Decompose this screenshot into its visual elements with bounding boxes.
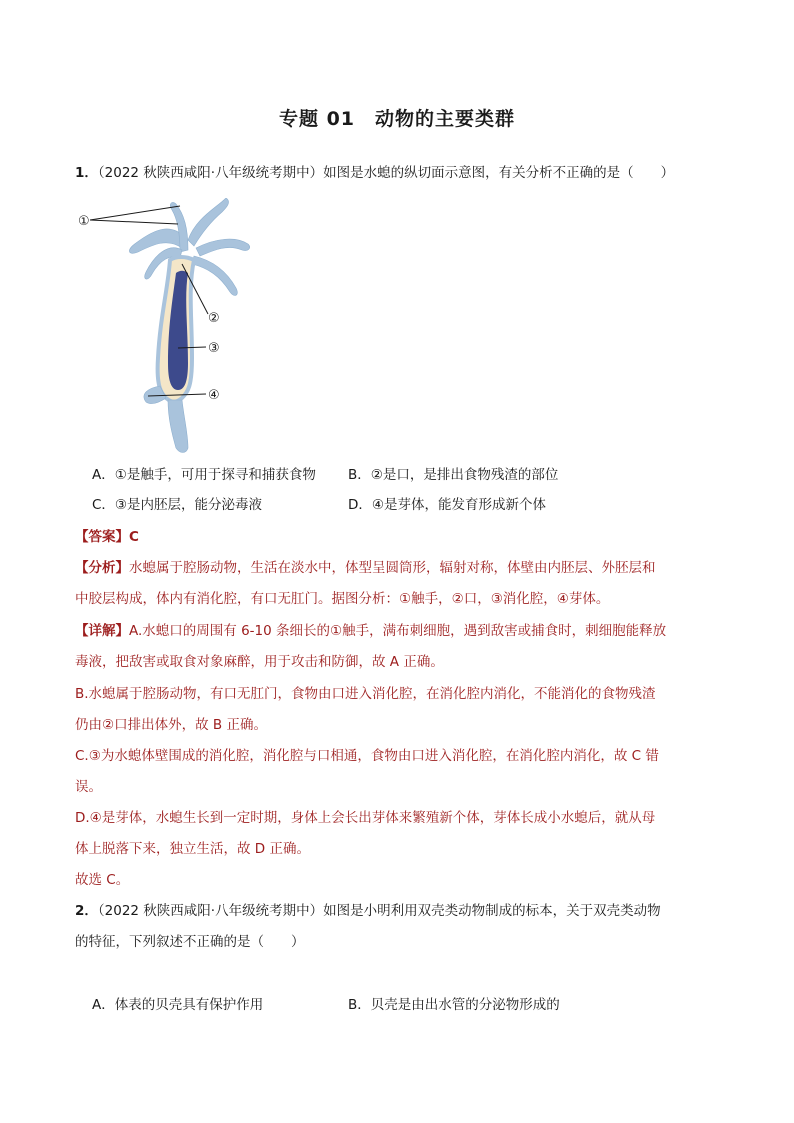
answer-value: C <box>129 529 139 545</box>
topic-number: 专题 01 <box>278 108 356 130</box>
q2-stem-line-1: 2．（2022 秋陕西咸阳·八年级统考期中）如图是小明利用双壳类动物制成的标本，关于双壳类动物 <box>75 903 661 919</box>
label-2: ② <box>208 311 220 326</box>
q1-option-a[interactable]: A．①是触手，可用于探寻和捕获食物 <box>92 467 316 483</box>
q1-option-d[interactable]: D．④是芽体，能发育形成新个体 <box>348 497 546 513</box>
page-title <box>0 104 794 131</box>
q1-analysis-line-1: 【分析】水螅属于腔肠动物，生活在淡水中，体型呈圆筒形，辐射对称，体壁由内胚层、外胚层和 <box>75 560 656 576</box>
q1-stem-text: （2022 秋陕西咸阳·八年级统考期中）如图是水螅的纵切面示意图，有关分析不正确的是（ ） <box>97 165 675 181</box>
q1-stem <box>75 163 674 183</box>
q1-number: 1． <box>75 165 98 181</box>
q1-option-c[interactable]: C．③是内胚层，能分泌毒液 <box>92 497 263 513</box>
q1-analysis-line-2: 中胶层构成，体内有消化腔，有口无肛门。据图分析：①触手，②口，③消化腔，④芽体。 <box>75 591 610 607</box>
analysis-tag: 【分析】 <box>75 560 129 576</box>
q1-detail-line-5: C.③为水螅体壁围成的消化腔，消化腔与口相通，食物由口进入消化腔，在消化腔内消化，故 C 错 <box>75 748 659 764</box>
q2-option-a[interactable]: A．体表的贝壳具有保护作用 <box>92 997 264 1013</box>
q1-detail-line-6: 误。 <box>75 779 102 795</box>
answer-tag: 【答案】 <box>75 529 129 545</box>
q1-detail-line-8: 体上脱落下来，独立生活，故 D 正确。 <box>75 841 310 857</box>
label-4: ④ <box>208 388 220 403</box>
q1-detail-line-3: B.水螅属于腔肠动物，有口无肛门，食物由口进入消化腔，在消化腔内消化，不能消化的食物残渣 <box>75 686 656 702</box>
q1-detail-line-4: 仍由②口排出体外，故 B 正确。 <box>75 717 267 733</box>
topic-name: 动物的主要类群 <box>375 108 516 130</box>
q2-option-b[interactable]: B．贝壳是由出水管的分泌物形成的 <box>348 997 560 1013</box>
q1-option-b[interactable]: B．②是口，是排出食物残渣的部位 <box>348 467 559 483</box>
detail-tag: 【详解】 <box>75 623 129 639</box>
q1-answer <box>75 527 139 547</box>
q2-number: 2． <box>75 903 98 919</box>
q1-detail-line-2: 毒液，把敌害或取食对象麻醉，用于攻击和防御，故 A 正确。 <box>75 654 444 670</box>
q1-detail-line-1: 【详解】A.水螅口的周围有 6-10 条细长的①触手，满布刺细胞，遇到敌害或捕食时，刺细胞能释放 <box>75 623 667 639</box>
q1-detail-line-7: D.④是芽体，水螅生长到一定时期，身体上会长出芽体来繁殖新个体，芽体长成小水螅后，就从母 <box>75 810 656 826</box>
hydra-diagram <box>76 198 266 456</box>
q1-detail-line-9: 故选 C。 <box>75 872 130 888</box>
q2-stem-line-2: 的特征，下列叙述不正确的是（ ） <box>75 934 305 950</box>
label-1: ① <box>78 214 90 229</box>
label-3: ③ <box>208 341 220 356</box>
